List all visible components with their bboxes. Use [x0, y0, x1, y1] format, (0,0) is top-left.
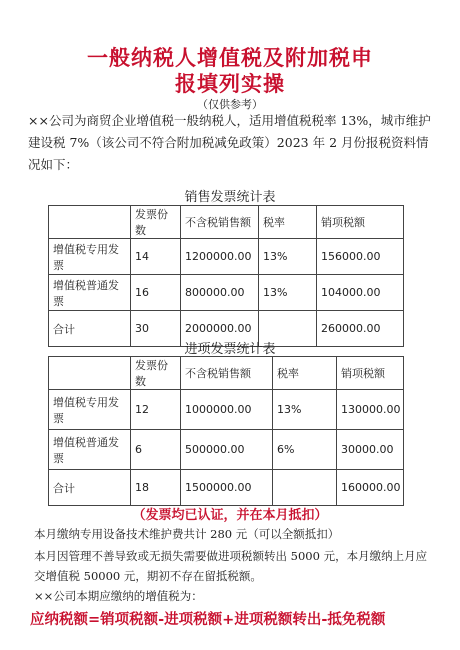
maintenance-fee-line: 本月缴纳专用设备技术维护费共计 280 元（可以全额抵扣）: [34, 527, 340, 541]
table-cell: 2000000.00: [181, 311, 259, 347]
reference-note: （仅供参考）: [197, 98, 263, 111]
table-cell: 30000.00: [337, 430, 404, 470]
table-cell: 800000.00: [181, 275, 259, 311]
table-cell: 6: [131, 430, 181, 470]
vat-formula: 应纳税额=销项税额-进项税额+进项税额转出-抵免税额: [30, 612, 386, 628]
table-cell: [273, 470, 337, 506]
vat-payable-intro-line: ××公司本期应缴纳的增值税为：: [34, 589, 203, 603]
table-cell: 18: [131, 470, 181, 506]
header-cell: 税率: [273, 357, 337, 390]
table-cell: 260000.00: [317, 311, 404, 347]
table-cell: 156000.00: [317, 239, 404, 275]
table-cell: 增值税专用发票: [49, 390, 131, 430]
table-cell: 合计: [49, 470, 131, 506]
sales-table-caption: 销售发票统计表: [184, 190, 276, 205]
table-cell: 104000.00: [317, 275, 404, 311]
table-cell: 130000.00: [337, 390, 404, 430]
table-cell: 增值税普通发票: [49, 430, 131, 470]
table-cell: 6%: [273, 430, 337, 470]
input-tax-transfer-line: 本月因管理不善导致或无损失需要做进项税额转出 5000 元，本月缴纳上月应交增值税 50000 元，期初不存在留抵税额。: [34, 549, 428, 583]
table-cell: 增值税普通发票: [49, 275, 131, 311]
header-cell: [49, 206, 131, 239]
table-row: [49, 470, 404, 506]
table-cell: 13%: [259, 275, 317, 311]
header-cell: 发票份数: [131, 206, 181, 239]
header-cell: 税率: [259, 206, 317, 239]
table-cell: 1500000.00: [181, 470, 273, 506]
table-cell: 1000000.00: [181, 390, 273, 430]
table-header-row: [49, 206, 404, 239]
table-cell: 12: [131, 390, 181, 430]
header-cell: 发票份数: [131, 357, 181, 390]
sales-invoice-table: [48, 205, 404, 347]
table-row: [49, 275, 404, 311]
table-header-row: [49, 357, 404, 390]
table-cell: 13%: [259, 239, 317, 275]
table-row: [49, 239, 404, 275]
table-cell: 合计: [49, 311, 131, 347]
table-cell: 30: [131, 311, 181, 347]
table-row: [49, 430, 404, 470]
table-cell: 1200000.00: [181, 239, 259, 275]
header-cell: [49, 357, 131, 390]
table-row: [49, 390, 404, 430]
purchase-invoice-table: [48, 356, 404, 506]
purchase-table-caption: 进项发票统计表: [184, 342, 276, 357]
table-cell: 14: [131, 239, 181, 275]
invoice-certified-note: （发票均已认证，并在本月抵扣）: [132, 508, 328, 523]
doc-title-line1: 一般纳税人增值税及附加税申: [87, 46, 373, 70]
header-cell: 不含税销售额: [181, 206, 259, 239]
table-cell: 16: [131, 275, 181, 311]
header-cell: 销项税额: [337, 357, 404, 390]
intro-paragraph: ××公司为商贸企业增值税一般纳税人，适用增值税税率 13%，城市维护建设税 7%（该公司不符合附加税减免政策）2023 年 2 月份报税资料情况如下：: [28, 113, 431, 172]
header-cell: 销项税额: [317, 206, 404, 239]
table-cell: 500000.00: [181, 430, 273, 470]
table-cell: 增值税专用发票: [49, 239, 131, 275]
doc-title-line2: 报填列实操: [175, 72, 285, 96]
table-cell: 160000.00: [337, 470, 404, 506]
table-cell: 13%: [273, 390, 337, 430]
header-cell: 不含税销售额: [181, 357, 273, 390]
